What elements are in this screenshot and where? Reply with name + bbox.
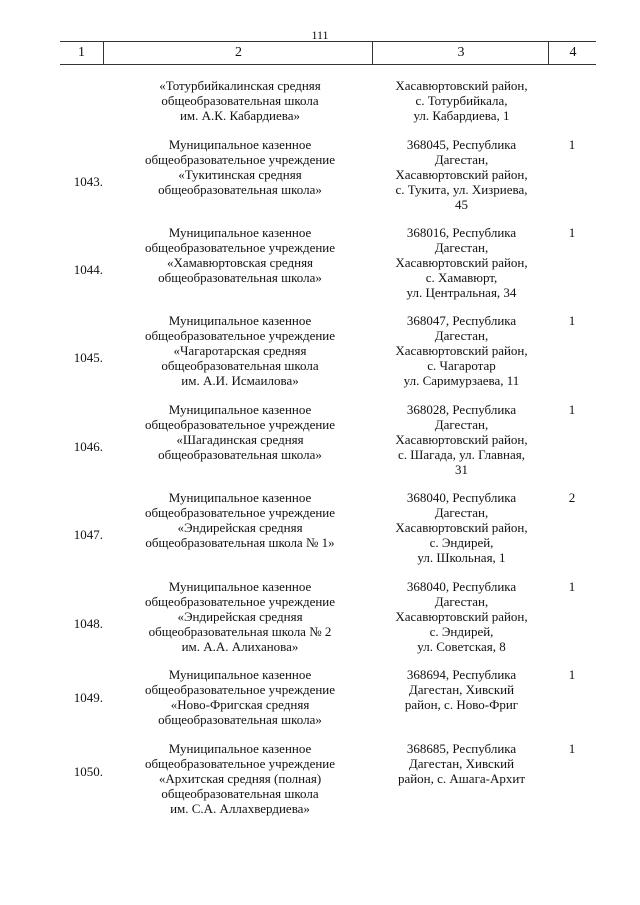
address-line: 368040, Республика (406, 490, 517, 505)
address-line: 368694, Республика (406, 667, 517, 682)
institution-name-line: «Эндирейская средняя (177, 520, 303, 535)
institution-address (380, 137, 543, 212)
address-line: с. Чагаротар (427, 358, 496, 373)
address-line: Дагестан, (434, 328, 489, 343)
row-number: 1049. (73, 690, 103, 705)
address-line: с. Хамавюрт, (425, 270, 498, 285)
address-line: с. Шагада, ул. Главная, (398, 447, 525, 462)
address-line: Дагестан, Хивский (408, 682, 515, 697)
institution-name-line: «Архитская средняя (полная) (158, 771, 322, 786)
address-line: Дагестан, (434, 417, 489, 432)
institution-name-line: «Эндирейская средняя (177, 609, 303, 624)
institution-name-line: «Хамавюртовская средняя (166, 255, 314, 270)
institution-name-line: общеобразовательное учреждение (144, 594, 336, 609)
address-line: с. Эндирей, (429, 624, 494, 639)
institution-name-line: «Шагадинская средняя (176, 432, 304, 447)
quantity: 1 (568, 137, 576, 152)
quantity: 1 (568, 402, 576, 417)
institution-name-line: Муниципальное казенное (168, 402, 312, 417)
row-number: 1045. (73, 350, 103, 365)
institution-name-line: общеобразовательное учреждение (144, 682, 336, 697)
header-col-2: 2 (103, 42, 373, 64)
address-line: Хасавюртовский район, (395, 255, 528, 270)
institution-address (380, 741, 543, 786)
institution-name-line: общеобразовательная школа № 2 (148, 624, 332, 639)
institution-name-line: им. С.А. Аллахвердиева» (170, 801, 310, 816)
address-line: Хасавюртовский район, (395, 78, 528, 93)
institution-name-line: Муниципальное казенное (168, 579, 312, 594)
institution-name-line: Муниципальное казенное (168, 313, 312, 328)
quantity: 1 (568, 579, 576, 594)
address-line: 368016, Республика (406, 225, 517, 240)
institution-name-line: общеобразовательное учреждение (144, 328, 336, 343)
address-line: район, с. Ново-Фриг (404, 697, 519, 712)
row-number: 1046. (73, 439, 103, 454)
institution-address (380, 78, 543, 123)
address-line: Дагестан, Хивский (408, 756, 515, 771)
institution-address (380, 402, 543, 477)
institution-name-line: Муниципальное казенное (168, 225, 312, 240)
institution-name-line: Муниципальное казенное (168, 490, 312, 505)
institution-address (380, 667, 543, 712)
institution-name-line: общеобразовательное учреждение (144, 152, 336, 167)
header-col-4: 4 (548, 42, 597, 64)
address-line: Дагестан, (434, 152, 489, 167)
institution-name-line: общеобразовательное учреждение (144, 505, 336, 520)
institution-name-line: «Тотурбийкалинская средняя (159, 78, 321, 93)
row-number: 1047. (73, 527, 103, 542)
header-col-1: 1 (78, 45, 85, 60)
institution-name-line: «Чагаротарская средняя (173, 343, 307, 358)
address-line: 31 (455, 462, 468, 477)
address-line: Хасавюртовский район, (395, 432, 528, 447)
institution-name-line: общеобразовательное учреждение (144, 756, 336, 771)
institution-name-line: общеобразовательное учреждение (144, 417, 336, 432)
institution-address (380, 490, 543, 565)
institution-name-line: общеобразовательная школа (161, 358, 319, 373)
header-col-3: 3 (372, 42, 549, 64)
institution-name (115, 667, 365, 727)
address-line: район, с. Ашага-Архит (397, 771, 526, 786)
institution-name-line: Муниципальное казенное (168, 137, 312, 152)
institution-name-line: им. А.И. Исмаилова» (181, 373, 299, 388)
address-line: Хасавюртовский район, (395, 167, 528, 182)
institution-name-line: общеобразовательная школа» (158, 270, 322, 285)
institution-name-line: общеобразовательная школа (161, 93, 319, 108)
row-number: 1050. (73, 764, 103, 779)
address-line: 45 (455, 197, 468, 212)
row-number: 1043. (73, 174, 103, 189)
address-line: 368047, Республика (406, 313, 517, 328)
address-line: Хасавюртовский район, (395, 520, 528, 535)
row-number: 1044. (73, 262, 103, 277)
institution-name-line: общеобразовательная школа» (158, 712, 322, 727)
address-line: ул. Саримурзаева, 11 (403, 373, 520, 388)
institution-address (380, 225, 543, 300)
quantity: 1 (568, 225, 576, 240)
institution-name-line: общеобразовательная школа» (158, 447, 322, 462)
institution-name-line: Муниципальное казенное (168, 741, 312, 756)
institution-name (115, 490, 365, 550)
address-line: Хасавюртовский район, (395, 609, 528, 624)
address-line: 368040, Республика (406, 579, 517, 594)
institution-name (115, 313, 365, 388)
quantity: 2 (568, 490, 576, 505)
institution-name-line: «Тукитинская средняя (178, 167, 302, 182)
institution-address (380, 579, 543, 654)
address-line: с. Эндирей, (429, 535, 494, 550)
institution-name (115, 402, 365, 462)
institution-name-line: «Ново-Фригская средняя (170, 697, 310, 712)
institution-name-line: им. А.К. Кабардиева» (179, 108, 301, 123)
institution-name (115, 225, 365, 285)
address-line: Дагестан, (434, 240, 489, 255)
address-line: 368028, Республика (406, 402, 517, 417)
institution-name (115, 137, 365, 197)
institution-name (115, 78, 365, 123)
quantity: 1 (568, 667, 576, 682)
address-line: Дагестан, (434, 505, 489, 520)
quantity: 1 (568, 741, 576, 756)
institution-address (380, 313, 543, 388)
institution-name-line: им. А.А. Алиханова» (181, 639, 299, 654)
row-number: 1048. (73, 616, 103, 631)
institution-name-line: общеобразовательное учреждение (144, 240, 336, 255)
address-line: ул. Школьная, 1 (417, 550, 506, 565)
address-line: ул. Советская, 8 (417, 639, 506, 654)
institution-name-line: общеобразовательная школа (161, 786, 319, 801)
address-line: ул. Кабардиева, 1 (413, 108, 510, 123)
address-line: с. Тукита, ул. Хизриева, (395, 182, 528, 197)
table-header (60, 41, 596, 65)
quantity: 1 (568, 313, 576, 328)
institution-name-line: общеобразовательная школа № 1» (145, 535, 335, 550)
institution-name (115, 579, 365, 654)
institution-name-line: Муниципальное казенное (168, 667, 312, 682)
institution-name-line: общеобразовательная школа» (158, 182, 322, 197)
address-line: Дагестан, (434, 594, 489, 609)
address-line: Хасавюртовский район, (395, 343, 528, 358)
institution-name (115, 741, 365, 816)
address-line: с. Тотурбийкала, (415, 93, 508, 108)
page-number: 111 (311, 28, 329, 42)
address-line: 368685, Республика (406, 741, 517, 756)
address-line: ул. Центральная, 34 (406, 285, 517, 300)
address-line: 368045, Республика (406, 137, 517, 152)
